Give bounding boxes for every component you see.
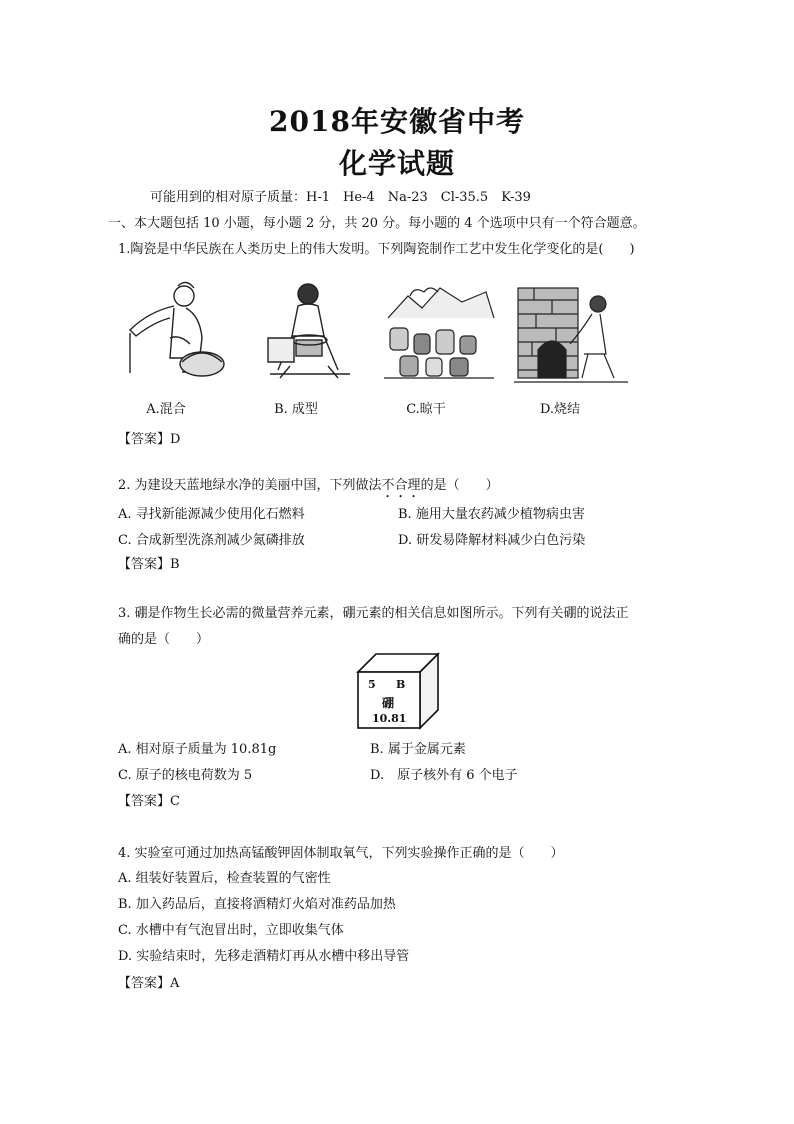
q4-option-c: C. 水槽中有气泡冒出时，立即收集气体 <box>118 923 344 938</box>
mixing-illustration <box>120 278 238 388</box>
shaping-illustration <box>250 278 368 388</box>
q3-stem-line-2: 确的是（ ） <box>118 632 210 647</box>
q1-option-c: C.晾干 <box>406 402 446 417</box>
element-mass: 10.81 <box>372 712 407 725</box>
q3-answer: 【答案】C <box>118 794 180 809</box>
title-line-1: 2018年安徽省中考 <box>269 105 525 138</box>
firing-kiln-illustration <box>512 278 630 388</box>
q1-option-a: A.混合 <box>146 402 186 417</box>
section-instructions: 一、本大题包括 10 小题，每小题 2 分，共 20 分。每小题的 4 个选项中只有一个符合题意。 <box>108 216 646 231</box>
q3-stem-line-1: 3. 硼是作物生长必需的微量营养元素，硼元素的相关信息如图所示。下列有关硼的说法正 <box>118 606 629 621</box>
q4-option-a: A. 组装好装置后，检查装置的气密性 <box>118 871 331 886</box>
boron-element-cube <box>356 652 440 730</box>
q3-option-a: A. 相对原子质量为 10.81g <box>118 742 277 757</box>
q2-option-d: D. 研发易降解材料减少白色污染 <box>398 533 586 548</box>
q2-stem <box>118 474 499 501</box>
q4-option-d: D. 实验结束时，先移走酒精灯再从水槽中移出导管 <box>118 949 410 964</box>
q1-option-b: B. 成型 <box>274 402 318 417</box>
q2-stem-before: 2. 为建设天蓝地绿水净的美丽中国，下列做法 <box>118 478 382 493</box>
q1-option-d: D.烧结 <box>539 402 581 417</box>
q2-option-b: B. 施用大量农药减少植物病虫害 <box>398 507 585 522</box>
title-line-2: 化学试题 <box>338 147 455 180</box>
q3-option-b: B. 属于金属元素 <box>370 742 466 757</box>
q2-stem-emphasis: 不合理 <box>381 478 421 493</box>
element-atomic-number: 5 <box>368 678 376 691</box>
q2-option-a: A. 寻找新能源减少使用化石燃料 <box>118 507 305 522</box>
q4-option-b: B. 加入药品后，直接将酒精灯火焰对准药品加热 <box>118 897 396 912</box>
element-name: 硼 <box>382 696 395 710</box>
drying-illustration <box>380 278 498 388</box>
q4-answer: 【答案】A <box>118 976 180 991</box>
q2-answer: 【答案】B <box>118 557 180 572</box>
q2-stem-after: 的是（ ） <box>420 478 499 493</box>
q3-option-c: C. 原子的核电荷数为 5 <box>118 768 253 783</box>
q2-option-c: C. 合成新型洗涤剂减少氮磷排放 <box>118 533 305 548</box>
q4-stem: 4. 实验室可通过加热高锰酸钾固体制取氧气，下列实验操作正确的是（ ） <box>118 846 564 861</box>
atomic-masses: 可能用到的相对原子质量：H-1 He-4 Na-23 Cl-35.5 K-39 <box>150 190 531 205</box>
q3-option-d: D. 原子核外有 6 个电子 <box>370 768 518 783</box>
q1-answer: 【答案】D <box>118 432 181 447</box>
element-symbol: B <box>396 678 406 691</box>
q1-stem: 1.陶瓷是中华民族在人类历史上的伟大发明。下列陶瓷制作工艺中发生化学变化的是( ) <box>118 242 635 257</box>
